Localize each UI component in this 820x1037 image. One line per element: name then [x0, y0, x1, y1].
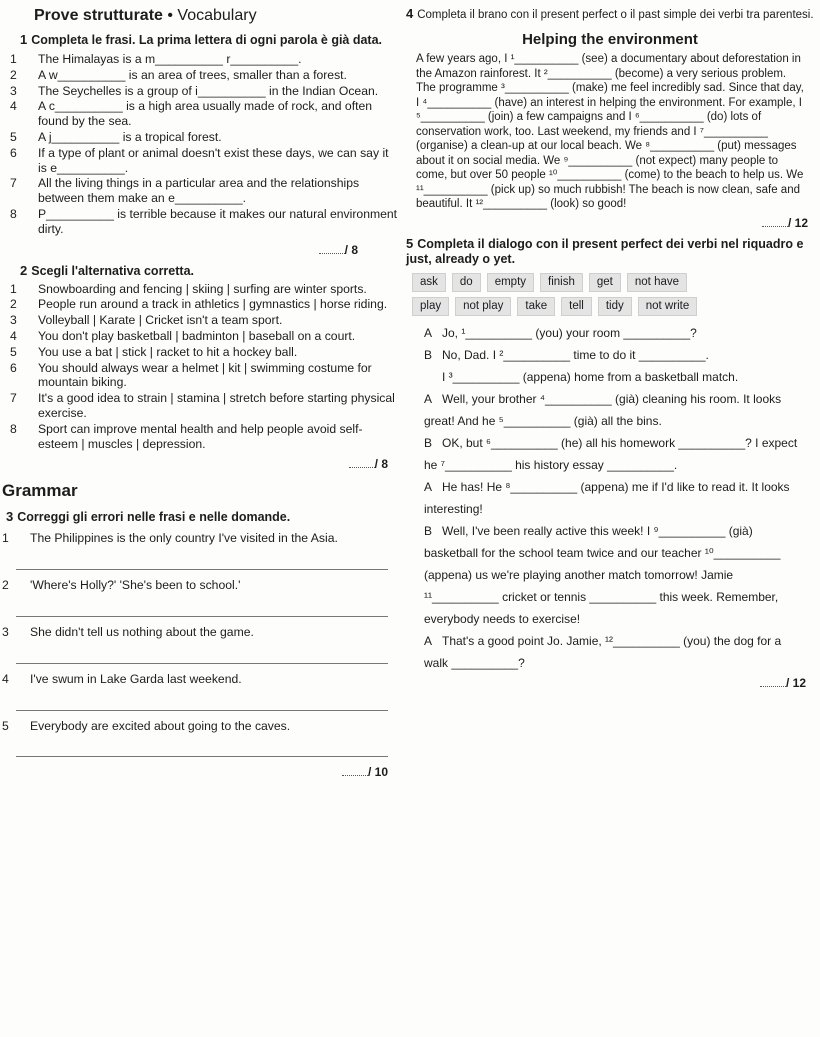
list-item: 4 I've swum in Lake Garda last weekend. [2, 671, 242, 686]
word-chip: tidy [598, 297, 632, 316]
score-box: / 12 [406, 676, 806, 690]
word-chip: not write [638, 297, 697, 316]
score-box: / 12 [406, 216, 808, 230]
word-chip: do [452, 273, 481, 292]
word-chip: play [412, 297, 449, 316]
score-box: / 8 [20, 457, 388, 471]
list-item: 2 'Where's Holly?' 'She's been to school.' [2, 578, 241, 593]
list-item[interactable]: 3 The Seychelles is a group of i__________ in the Indian Ocean. [10, 83, 379, 98]
dialogue-line[interactable]: A Jo, ¹__________ (you) your room __________? [424, 325, 697, 340]
list-item: 1 The Philippines is the only country I've visited in the Asia. [2, 531, 338, 546]
dialogue-line[interactable]: I ³__________ (appena) home from a basketball match. [442, 369, 739, 384]
dialogue-line[interactable]: A Well, your brother ⁴__________ (già) cleaning his room. It looks great! And he ⁵__________ (già) all the bins. [424, 391, 782, 428]
score-box: / 10 [6, 765, 388, 779]
answer-line[interactable] [16, 734, 388, 757]
list-item[interactable]: 5 A j__________ is a tropical forest. [10, 129, 222, 144]
exercise-1-items [10, 52, 398, 237]
dialogue-line[interactable]: B Well, I've been really active this week! I ⁹__________ (già) basketball for the school team twice and our teacher ¹⁰__________ (appena) us we're playing another match tomorrow! Jamie ¹¹__________ cricket or tennis __________ this week. Remember, everybody needs to exercise! [424, 523, 781, 626]
list-item[interactable]: 3 Volleyball | Karate | Cricket isn't a team sport. [10, 313, 283, 328]
exercise-3-instruction: 3 Correggi gli errori nelle frasi e nelle domande. [6, 509, 291, 525]
story-text[interactable]: A few years ago, I ¹__________ (see) a documentary about deforestation in the Amazon rainforest. It ²__________ (become) a very serious problem. The programme ³__________ (make) me feel incredibly sad. Since that day, I ⁴__________ (have) an interest in helping the environment. For example, I ⁵__________ (join) a few campaigns and I ⁶__________ (do) lots of conservation work, too. Last weekend, my friends and I ⁷__________ (organise) a clean-up at our local beach. We ⁸__________ (put) messages about it on social media. We ⁹__________ (not expect) many people to come, but over 50 people ¹⁰__________ (come) to the beach to help us. We ¹¹__________ (pick up) so much rubbish! The beach is now clean, safe and beautiful. It ¹²__________ (look) so good! [416, 53, 804, 210]
list-item[interactable]: 1 Snowboarding and fencing | skiing | surfing are winter sports. [10, 281, 367, 296]
word-chip: not have [627, 273, 687, 292]
answer-line[interactable] [16, 594, 388, 617]
answer-line[interactable] [16, 547, 388, 570]
list-item[interactable]: 8 P__________ is terrible because it makes our natural environment dirty. [10, 206, 398, 236]
list-item[interactable]: 5 You use a bat | stick | racket to hit a hockey ball. [10, 344, 298, 359]
page-title: Prove strutturate • Vocabulary [34, 7, 257, 24]
word-chip: take [517, 297, 555, 316]
dialogue-line[interactable]: B No, Dad. I ²__________ time to do it __________. [424, 347, 709, 362]
exercise-4 [406, 6, 814, 230]
answer-line[interactable] [16, 688, 388, 711]
exercise-1-instruction: 1 Completa le frasi. La prima lettera di ogni parola è già data. [20, 32, 383, 47]
list-item[interactable]: 7 It's a good idea to strain | stamina | stretch before starting physical exercise. [10, 391, 395, 420]
word-box [412, 273, 702, 316]
story-title: Helping the environment [522, 31, 698, 48]
list-item[interactable]: 4 You don't play basketball | badminton | baseball on a court. [10, 328, 356, 343]
word-chip: tell [561, 297, 592, 316]
answer-line[interactable] [16, 641, 388, 664]
list-item[interactable]: 4 A c__________ is a high area usually made of rock, and often found by the sea. [10, 99, 373, 129]
dialogue-line[interactable]: B OK, but ⁶__________ (he) all his homework __________? I expect he ⁷__________ his history essay __________. [424, 435, 798, 472]
list-item[interactable]: 2 A w__________ is an area of trees, smaller than a forest. [10, 67, 347, 82]
right-column [406, 6, 814, 690]
word-chip: ask [412, 273, 446, 292]
exercise-2-items [10, 281, 398, 452]
exercise-5 [406, 236, 814, 690]
word-chip: finish [540, 273, 583, 292]
list-item: 3 She didn't tell us nothing about the game. [2, 624, 254, 639]
list-item[interactable]: 2 People run around a track in athletics | gymnastics | horse riding. [10, 297, 388, 312]
dialogue-line[interactable]: A He has! He ⁸__________ (appena) me if I'd like to read it. It looks interesting! [424, 479, 790, 516]
dialogue [406, 322, 804, 674]
exercise-5-instruction: 5 Completa il dialogo con il present perfect dei verbi nel riquadro e just, already o yet. [406, 235, 804, 266]
exercise-3 [2, 509, 398, 780]
list-item[interactable]: 1 The Himalayas is a m__________ r__________. [10, 52, 302, 66]
exercise-4-instruction: 4 Completa il brano con il present perfect o il past simple dei verbi tra parentesi. [406, 6, 814, 21]
list-item: 5 Everybody are excited about going to the caves. [2, 718, 291, 733]
word-chip: empty [487, 273, 534, 292]
list-item[interactable]: 8 Sport can improve mental health and help people avoid self-esteem | muscles | depression. [10, 421, 363, 451]
dialogue-line[interactable]: A That's a good point Jo. Jamie, ¹²__________ (you) the dog for a walk __________? [424, 633, 782, 670]
list-item[interactable]: 7 All the living things in a particular area and the relationships between them make an e__________. [10, 176, 360, 206]
grammar-heading: Grammar [2, 481, 78, 501]
exercise-2-instruction: 2 Scegli l'alternativa corretta. [20, 262, 194, 278]
exercise-1 [6, 32, 398, 257]
word-chip: get [589, 273, 621, 292]
exercise-2 [6, 263, 398, 472]
score-box: / 8 [20, 243, 358, 257]
left-column [2, 6, 398, 780]
list-item[interactable]: 6 If a type of plant or animal doesn't exist these days, we can say it is e__________. [10, 145, 389, 175]
list-item[interactable]: 6 You should always wear a helmet | kit | swimming costume for mountain biking. [10, 360, 372, 390]
word-chip: not play [455, 297, 511, 316]
